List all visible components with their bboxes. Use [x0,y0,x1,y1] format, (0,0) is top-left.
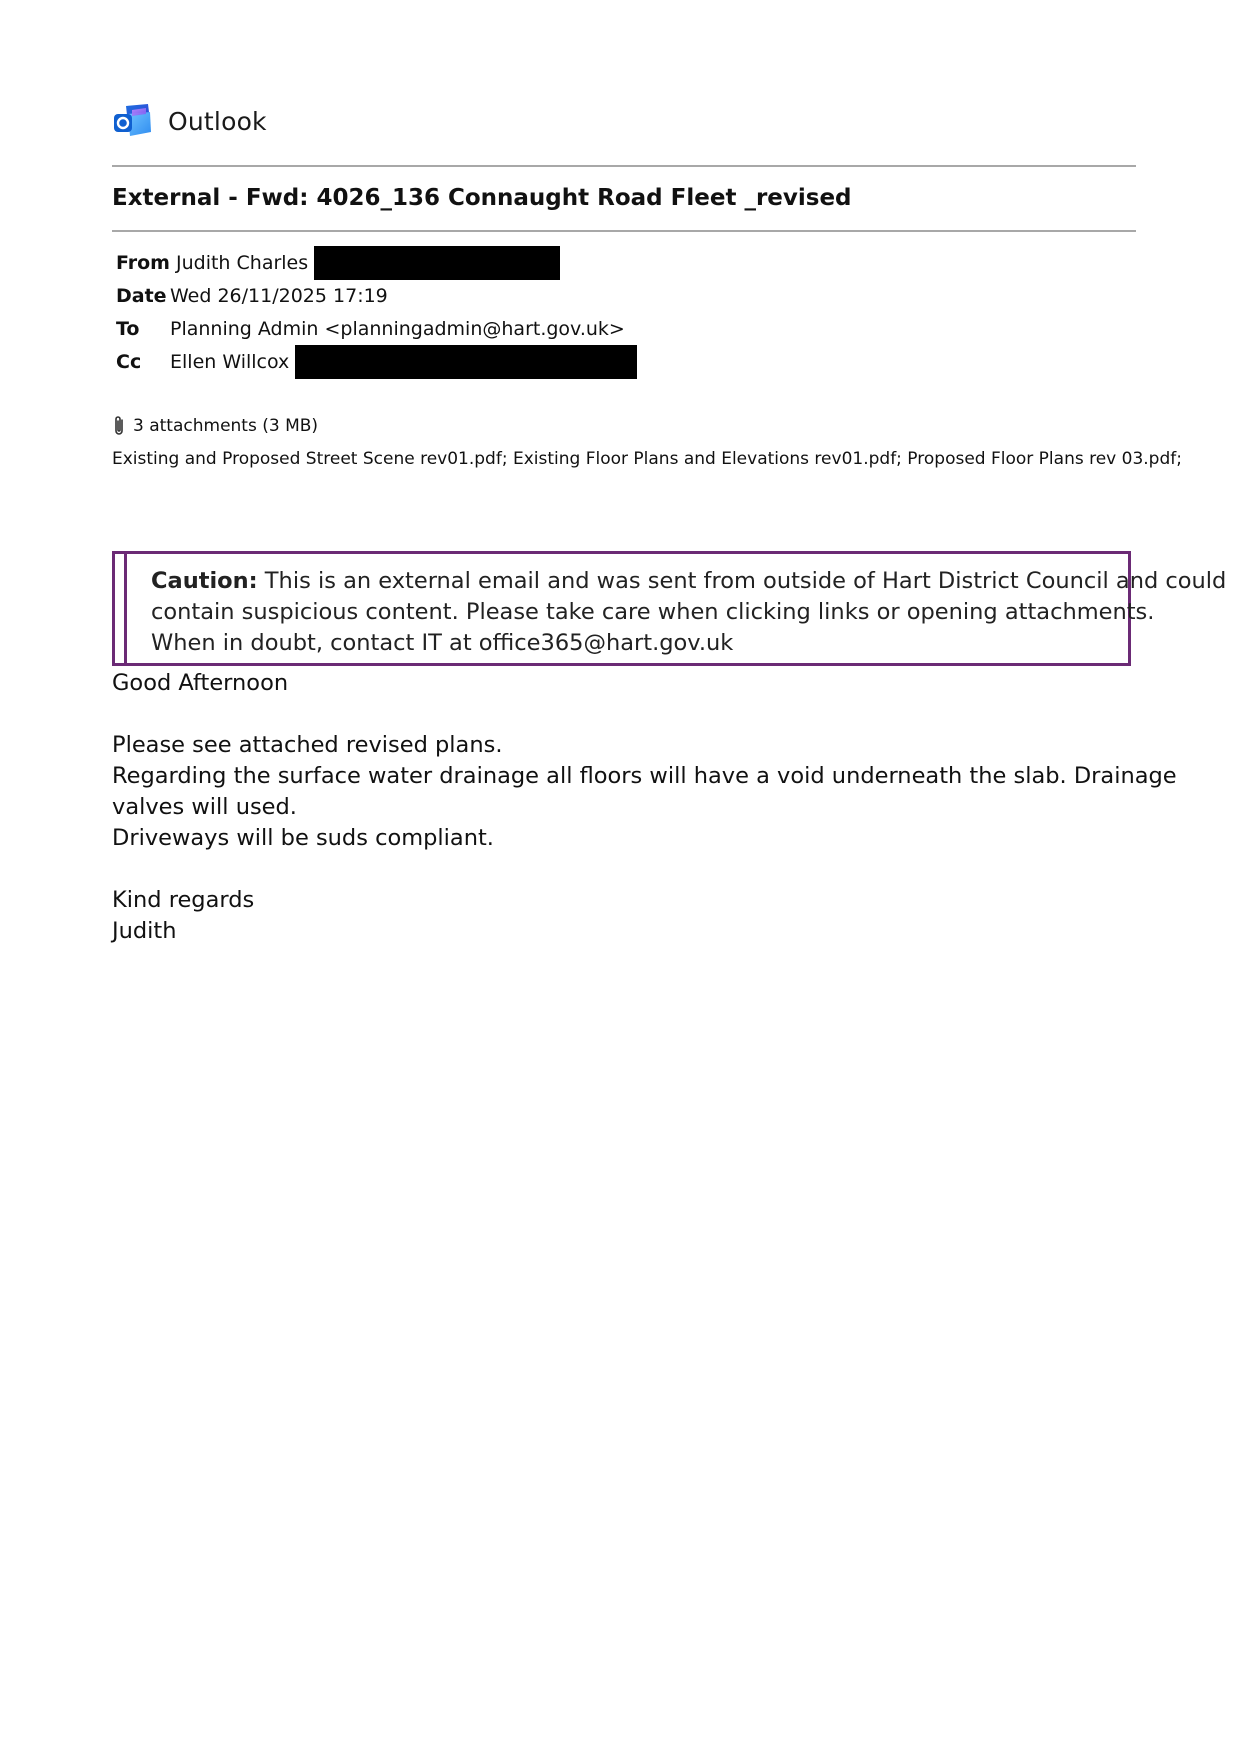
warning-text [151,566,1227,659]
to-row [116,312,637,345]
attachments-summary[interactable] [112,414,318,438]
app-header [112,100,267,142]
from-label: From [116,251,170,274]
date-row [116,279,637,312]
date-value: Wed 26/11/2025 17:19 [170,284,388,307]
body-greeting: Good Afternoon [112,670,289,696]
redaction-block [314,246,560,280]
email-body [112,668,1177,947]
warning-line-2: contain suspicious content. Please take care when clicking links or opening attachments. [151,599,1155,625]
body-line-1: Please see attached revised plans. [112,732,503,758]
body-line-2: Regarding the surface water drainage all floors will have a void underneath the slab. Drainage [112,763,1177,789]
redaction-block [295,345,637,379]
attachment-file-list[interactable]: Existing and Proposed Street Scene rev01.pdf; Existing Floor Plans and Elevations rev01.pdf; Proposed Floor Plans rev 03.pdf; [112,449,1182,469]
from-row [116,246,637,279]
warning-label: Caution: [151,568,258,594]
body-line-4: Driveways will be suds compliant. [112,825,494,851]
outlook-logo-icon [112,100,154,142]
warning-accent-bar [124,554,127,663]
date-label: Date [116,284,167,307]
email-meta [116,246,637,378]
header-divider-top [112,165,1136,167]
cc-row [116,345,637,378]
header-divider-bottom [112,230,1136,232]
cc-name[interactable]: Ellen Willcox [170,350,290,373]
cc-label: Cc [116,350,142,373]
body-signature: Judith [112,918,177,944]
app-name: Outlook [168,106,267,136]
external-email-warning [112,551,1227,666]
to-value[interactable]: Planning Admin <planningadmin@hart.gov.uk> [170,317,625,340]
attachments-count: 3 attachments (3 MB) [133,416,319,436]
paperclip-icon [112,414,126,438]
email-subject: External - Fwd: 4026_136 Connaught Road Fleet _revised [112,185,852,211]
warning-line-3: When in doubt, contact IT at office365@hart.gov.uk [151,630,734,656]
warning-line-1: This is an external email and was sent from outside of Hart District Council and could [257,568,1227,594]
body-line-3: valves will used. [112,794,297,820]
to-label: To [116,317,140,340]
body-signoff: Kind regards [112,887,255,913]
from-name[interactable]: Judith Charles [176,251,309,274]
